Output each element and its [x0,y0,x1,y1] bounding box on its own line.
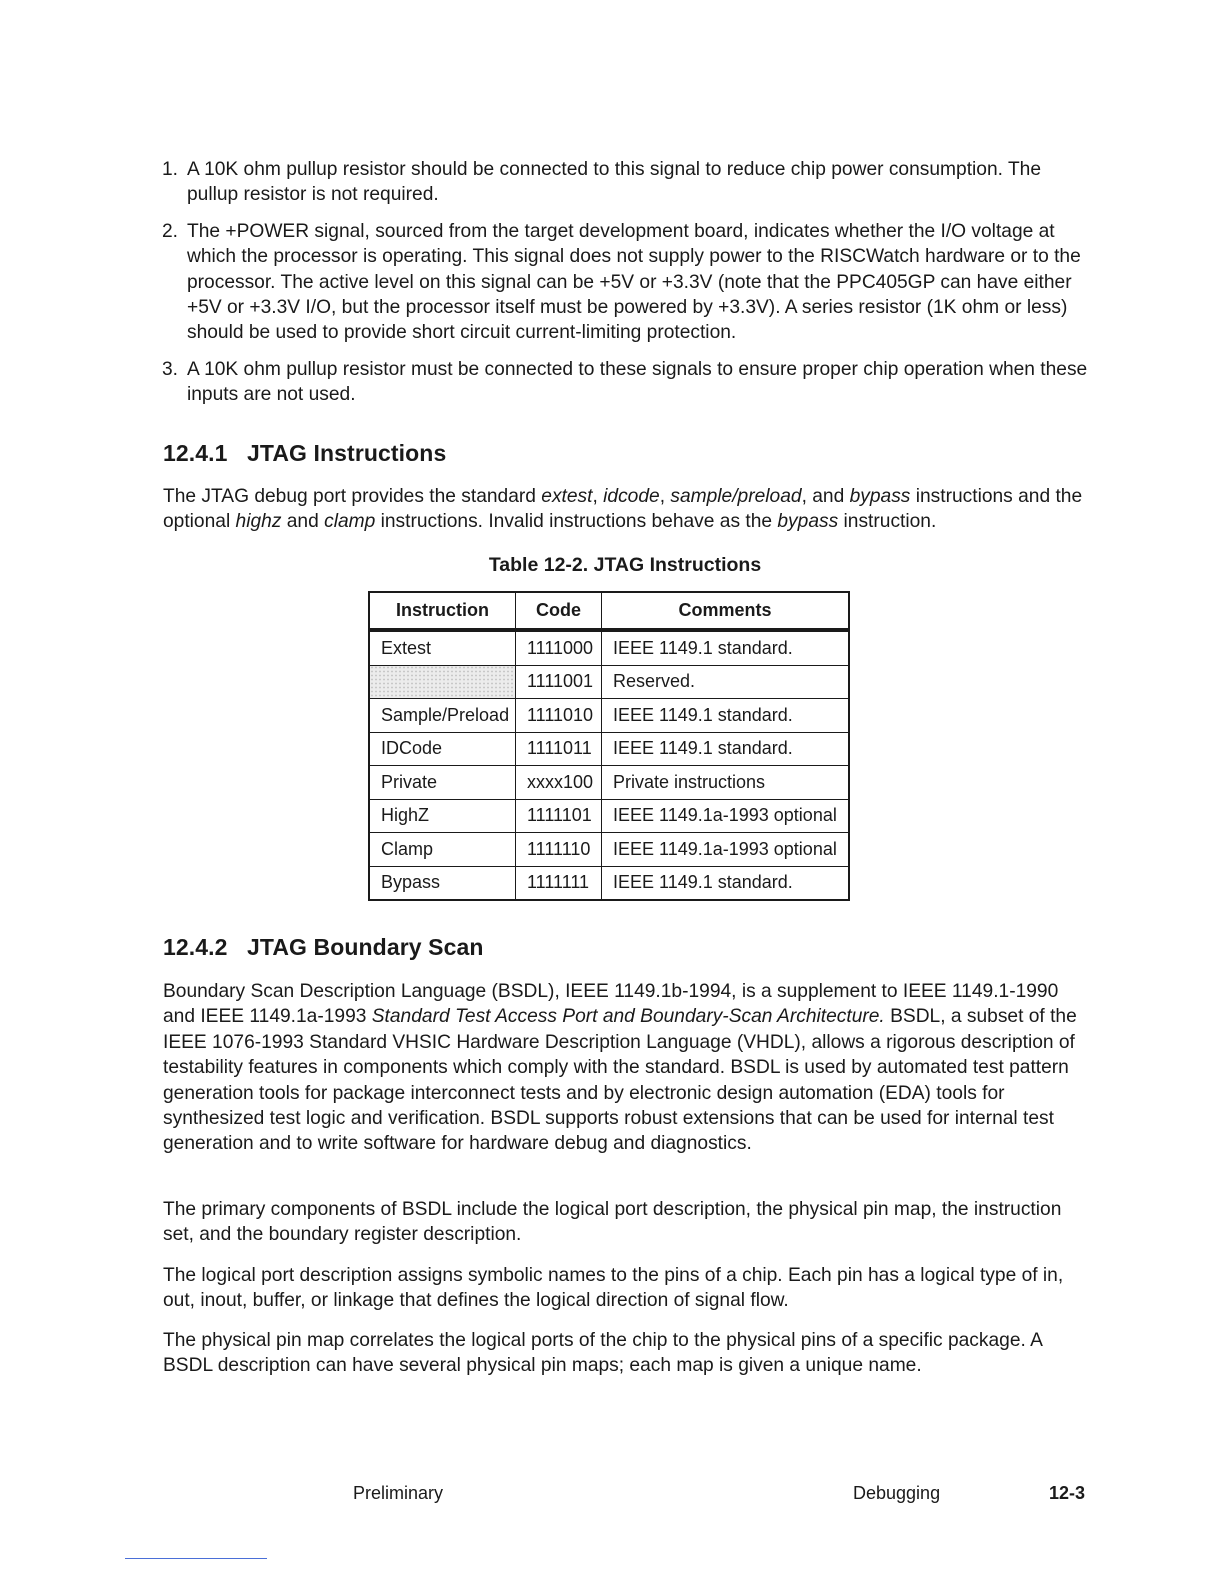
code-cell: 1111011 [516,732,602,766]
jtag-intro-paragraph [163,484,1093,535]
text-run: , [659,486,671,507]
instruction-cell: Bypass [369,866,516,900]
bsdl-paragraph-3: The logical port description assigns symbolic names to the pins of a chip. Each pin has a logical type of in, out, inout, buffer, or linkage that defines the logical direction of signal flow. [163,1265,1064,1312]
italic-term: highz [235,511,282,533]
column-header-comments: Comments [602,592,850,630]
footnote-text: A 10K ohm pullup resistor must be connected to these signals to ensure proper chip operation when these inputs are not used. [187,358,1088,406]
table-row [369,799,849,833]
text-run: Boundary Scan Description Language (BSDL), IEEE 1149.1b-1994, is a supplement to IEEE 1149.1-1990 and IEEE 1149.1a-1993 [163,981,1059,1028]
column-header-code: Code [516,592,602,630]
code-cell: 1111110 [516,833,602,867]
text-run: BSDL, a subset of the IEEE 1076-1993 Standard VHSIC Hardware Description Language (VHDL), allows a rigorous description of testability features in components which comply with the standard. BSDL is used by automated test pattern generation tools for package interconnect tests and by electronic design automation (EDA) tools for synthesized test logic and verification. BSDL supports robust extensions that can be used for internal test generation and to write software for hardware debug and diagnostics. [163,1006,1077,1155]
footnote-list [162,157,1092,419]
comment-cell: Reserved. [602,665,850,699]
text-run: The JTAG debug port provides the standard [163,486,542,507]
footnote-number: 2. [162,220,179,242]
text-run: instructions. Invalid instructions behave as the [375,511,778,533]
italic-term: clamp [324,511,376,533]
footnote-item [162,219,1092,346]
instruction-cell: Clamp [369,833,516,867]
footer-page-number: 12-3 [1049,1483,1086,1503]
section-number: 12.4.2 [163,934,228,960]
text-run: , and [801,486,850,507]
code-cell: 1111101 [516,799,602,833]
comment-cell: Private instructions [602,766,850,800]
text-run: , [592,486,604,507]
table-caption: Table 12-2. JTAG Instructions [488,554,762,576]
text-run: and [281,511,325,533]
section-title: JTAG Instructions [247,440,447,466]
section-heading-jtag-instructions [163,440,446,467]
footnote-number: 1. [162,159,179,180]
table-row [369,732,849,766]
code-cell: 1111001 [516,665,602,699]
text-run: instructions and the optional [163,486,1083,533]
code-cell: xxxx100 [516,766,602,800]
jtag-instructions-table [368,591,850,901]
footer-rule [125,1558,267,1559]
footer-chapter-label: Debugging [853,1483,941,1503]
comment-cell: IEEE 1149.1a-1993 optional [602,799,850,833]
table-row [369,866,849,900]
italic-title: Standard Test Access Port and Boundary-Scan Architecture. [371,1006,885,1028]
table-row [369,630,849,665]
instruction-cell: HighZ [369,799,516,833]
bsdl-paragraph-2: The primary components of BSDL include the logical port description, the physical pin map, the instruction set, and the boundary register description. [163,1199,1062,1246]
italic-term: idcode [603,486,660,507]
instruction-cell: Sample/Preload [369,699,516,733]
instruction-cell: Private [369,766,516,800]
code-cell: 1111000 [516,630,602,665]
section-title: JTAG Boundary Scan [247,934,484,960]
bsdl-paragraph-4: The physical pin map correlates the logical ports of the chip to the physical pins of a specific package. A BSDL description can have several physical pin maps; each map is given a unique name. [163,1330,1042,1377]
table-row [369,665,849,699]
instruction-cell: IDCode [369,732,516,766]
column-header-instruction: Instruction [369,592,516,630]
footer-left-label: Preliminary [353,1483,444,1503]
section-number: 12.4.1 [163,440,228,466]
footnote-item [162,157,1092,208]
table-row [369,766,849,800]
code-cell: 1111111 [516,866,602,900]
footnote-number: 3. [162,358,179,380]
comment-cell: IEEE 1149.1 standard. [602,699,850,733]
bsdl-paragraph-1 [163,979,1093,1157]
section-heading-jtag-boundary-scan [163,934,484,961]
table-row [369,699,849,733]
italic-term: bypass [777,511,839,533]
table-row [369,833,849,867]
footnote-text: A 10K ohm pullup resistor should be connected to this signal to reduce chip power consumption. The pullup resistor is not required. [187,159,1042,206]
comment-cell: IEEE 1149.1a-1993 optional [602,833,850,867]
comment-cell: IEEE 1149.1 standard. [602,866,850,900]
instruction-cell-shaded [369,665,516,699]
text-run: instruction. [838,511,937,533]
italic-term: sample/preload [670,486,802,507]
comment-cell: IEEE 1149.1 standard. [602,732,850,766]
table-header-row [369,592,849,630]
footnote-text: The +POWER signal, sourced from the target development board, indicates whether the I/O voltage at which the processor is operating. This signal does not supply power to the RISCWatch hardware or to the processor. The active level on this signal can be +5V or +3.3V (note that the PPC405GP can have either +5V or +3.3V I/O, but the processor itself must be powered by +3.3V). A series resistor (1K ohm or less) should be used to provide short circuit current-limiting protection. [187,220,1081,344]
italic-term: extest [541,486,593,507]
footnote-item [162,357,1092,408]
comment-cell: IEEE 1149.1 standard. [602,630,850,665]
code-cell: 1111010 [516,699,602,733]
instruction-cell: Extest [369,630,516,665]
italic-term: bypass [849,486,911,507]
